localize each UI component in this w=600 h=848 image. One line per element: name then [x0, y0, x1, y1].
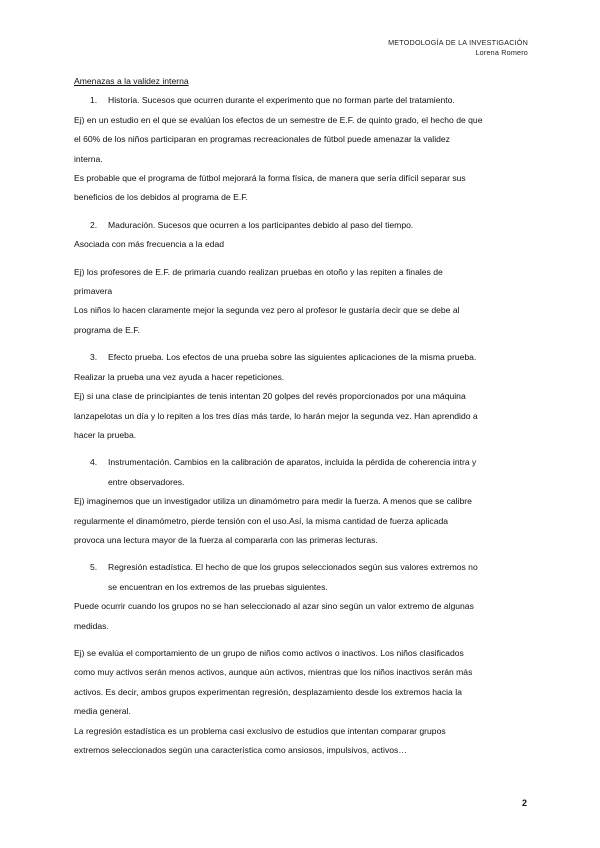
example-line: interna. — [74, 153, 103, 164]
page-number: 2 — [521, 798, 527, 808]
threat-item-instrumentation — [74, 453, 534, 472]
example-line: media general. — [74, 706, 131, 717]
example-line: Ej) si una clase de principiantes de tenis intentan 20 golpes del revés proporcionados por una máquina — [74, 391, 466, 402]
text-line: Realizar la prueba una vez ayuda a hacer repeticiones. — [74, 371, 285, 382]
item-number: 2. — [90, 219, 98, 230]
item-number: 4. — [90, 457, 98, 468]
item-heading: Historia. Sucesos que ocurren durante el experimento que no forman parte del tratamiento. — [108, 95, 455, 106]
example-line: Es probable que el programa de fútbol mejorará la forma física, de manera que sería difícil separar sus — [74, 173, 466, 184]
page-header — [388, 38, 528, 58]
example-line: extremos seleccionados según una característica como ansiosos, impulsivos, activos… — [74, 745, 407, 755]
threat-item-history — [74, 91, 534, 110]
threat-item-statistical-regression — [74, 558, 534, 577]
item-heading-continuation — [74, 473, 534, 492]
item-heading: Maduración. Sucesos que ocurren a los participantes debido al paso del tiempo. — [108, 219, 414, 230]
example-line: Los niños lo hacen claramente mejor la segunda vez pero al profesor le gustaría decir que se debe al — [74, 305, 460, 316]
item-number: 3. — [90, 352, 98, 363]
example-line: lanzapelotas un día y lo repiten a los tres días más tarde, lo harán mejor la segunda vez. Han aprendido a — [74, 410, 478, 421]
item-heading: se encuentran en los extremos de las pruebas siguientes. — [108, 581, 328, 592]
example-line: programa de E.F. — [74, 324, 140, 335]
document-body — [74, 72, 534, 760]
header-course-title: METODOLOGÍA DE LA INVESTIGACIÓN — [388, 38, 528, 47]
note-line: Asociada con más frecuencia a la edad — [74, 239, 225, 250]
example-line: Ej) imaginemos que un investigador utiliza un dinamómetro para medir la fuerza. A menos que se calibre — [74, 496, 472, 507]
example-line: regularmente el dinamómetro, pierde tensión con el uso.Así, la misma cantidad de fuerza aplicada — [74, 515, 449, 526]
section-title: Amenazas a la validez interna — [74, 76, 189, 86]
note-line: medidas. — [74, 620, 109, 631]
item-number: 5. — [90, 562, 98, 573]
threat-item-testing-effect — [74, 348, 534, 367]
example-line: el 60% de los niños participaran en programas recreacionales de fútbol puede amenazar la validez — [74, 134, 450, 145]
example-line: primavera — [74, 286, 113, 297]
example-line: Ej) los profesores de E.F. de primaria cuando realizan pruebas en otoño y las repiten a finales de — [74, 266, 443, 277]
note-line: Puede ocurrir cuando los grupos no se han seleccionado al azar sino según un valor extremo de algunas — [74, 601, 474, 612]
item-heading-continuation — [74, 578, 534, 597]
example-line: activos. Es decir, ambos grupos experimentan regresión, desplazamiento desde los extremos hacia la — [74, 686, 462, 697]
example-line: hacer la prueba. — [74, 429, 137, 440]
item-heading: entre observadores. — [108, 476, 185, 487]
example-line: La regresión estadística es un problema casi exclusivo de estudios que intentan comparar grupos — [74, 725, 446, 736]
item-number: 1. — [90, 95, 98, 106]
item-heading: Instrumentación. Cambios en la calibración de aparatos, incluida la pérdida de coherencia intra y — [108, 457, 477, 468]
example-line: Ej) se evalúa el comportamiento de un grupo de niños como activos o inactivos. Los niños clasificados — [74, 647, 464, 658]
example-line: beneficios de los debidos al programa de E.F. — [74, 192, 248, 203]
item-heading: Efecto prueba. Los efectos de una prueba sobre las siguientes aplicaciones de la misma prueba. — [108, 352, 477, 363]
item-heading: Regresión estadística. El hecho de que los grupos seleccionados según sus valores extremos no — [108, 562, 478, 573]
header-author: Lorena Romero — [475, 48, 528, 57]
threat-item-maturation — [74, 216, 534, 235]
example-line: como muy activos serán menos activos, aunque aún activos, mientras que los niños inactivos serán más — [74, 667, 473, 678]
example-line: provoca una lectura mayor de la fuerza al compararla con las primeras lecturas. — [74, 534, 378, 545]
example-line: Ej) en un estudio en el que se evalúan los efectos de un semestre de E.F. de quinto grado, el hecho de que — [74, 114, 483, 125]
